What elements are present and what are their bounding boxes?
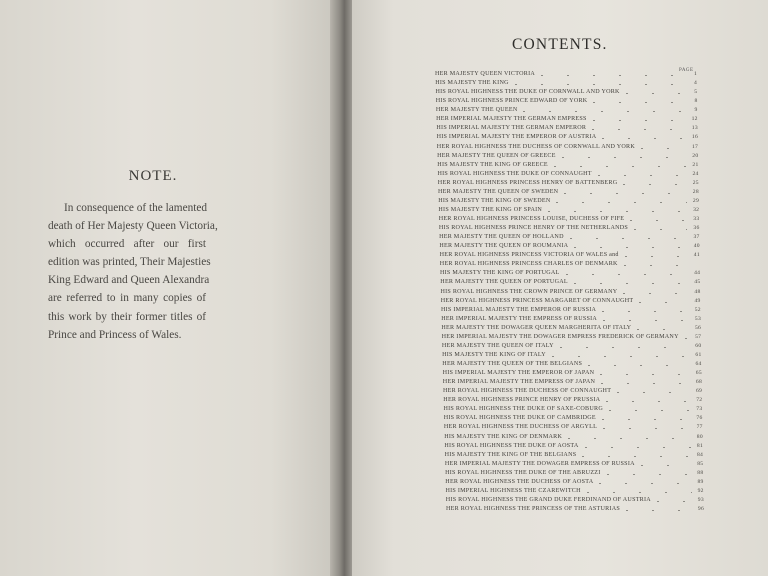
contents-entry-page: 20 bbox=[692, 152, 699, 159]
contents-entry-label: HER IMPERIAL MAJESTY THE GERMAN EMPRESS bbox=[436, 116, 587, 123]
contents-entry-page: 48 bbox=[694, 288, 701, 295]
contents-entry bbox=[436, 124, 698, 133]
contents-title: CONTENTS. bbox=[512, 36, 608, 53]
contents-entry-page: 44 bbox=[694, 270, 701, 277]
contents-entry bbox=[436, 97, 698, 106]
contents-entry-label: HIS MAJESTY THE KING OF PORTUGAL bbox=[440, 270, 560, 277]
contents-entry-label: HER ROYAL HIGHNESS PRINCESS LOUISE, DUCHESS OF FIFE bbox=[438, 216, 625, 222]
contents-entry bbox=[446, 486, 704, 495]
contents-leader-dots bbox=[548, 211, 687, 212]
contents-entry bbox=[444, 405, 703, 414]
contents-leader-dots bbox=[641, 465, 691, 466]
contents-entry bbox=[444, 423, 703, 432]
contents-entry-page: 12 bbox=[691, 116, 698, 123]
contents-entry bbox=[437, 133, 698, 142]
contents-entry bbox=[435, 79, 697, 88]
contents-entry-label: HER ROYAL HIGHNESS THE DUCHESS OF ARGYLL bbox=[443, 424, 598, 431]
contents-leader-dots bbox=[639, 302, 688, 303]
page-column-header: PAGE bbox=[679, 68, 694, 73]
contents-entry bbox=[440, 278, 700, 287]
contents-entry bbox=[436, 106, 698, 115]
contents-entry-page: 69 bbox=[696, 388, 703, 395]
contents-leader-dots bbox=[570, 238, 688, 239]
contents-entry-label: HER ROYAL HIGHNESS THE DUCHESS OF CONNAUGHT bbox=[443, 388, 612, 395]
contents-entry-page: 76 bbox=[696, 415, 703, 422]
contents-entry-page: 8 bbox=[694, 98, 698, 105]
contents-leader-dots bbox=[641, 148, 686, 149]
contents-entry-label: HIS ROYAL HIGHNESS THE DUKE OF THE ABRUZZI bbox=[445, 469, 601, 476]
contents-leader-dots bbox=[552, 356, 689, 357]
contents-entry-page: 77 bbox=[696, 424, 703, 431]
contents-entry-page: 61 bbox=[695, 351, 702, 358]
contents-entry-label: HIS IMPERIAL MAJESTY THE EMPEROR OF AUSTRIA bbox=[436, 134, 597, 141]
contents-entry-page: 56 bbox=[694, 324, 702, 331]
note-line: death of Her Majesty Queen Victoria, bbox=[48, 220, 218, 233]
contents-entry bbox=[446, 495, 704, 504]
contents-entry-label: HIS ROYAL HIGHNESS THE DUKE OF CORNWALL AND YORK bbox=[435, 89, 620, 96]
contents-entry-page: 16 bbox=[691, 134, 698, 141]
note-line: which occurred after our first bbox=[48, 238, 206, 251]
contents-leader-dots bbox=[562, 157, 687, 158]
contents-leader-dots bbox=[626, 510, 692, 511]
contents-entry-label: HIS MAJESTY THE KING OF SPAIN bbox=[438, 206, 543, 213]
note-title: NOTE. bbox=[128, 168, 178, 184]
contents-entry bbox=[442, 341, 702, 350]
contents-entry-label: HER MAJESTY THE QUEEN bbox=[435, 107, 518, 114]
contents-entry-page: 96 bbox=[697, 506, 704, 512]
contents-leader-dots bbox=[515, 84, 688, 85]
contents-leader-dots bbox=[607, 474, 692, 475]
contents-entry bbox=[437, 151, 698, 160]
contents-entry-label: HER MAJESTY QUEEN VICTORIA bbox=[435, 71, 535, 77]
contents-leader-dots bbox=[600, 374, 690, 375]
contents-leader-dots bbox=[625, 256, 688, 257]
contents-entry-label: HER MAJESTY THE QUEEN OF GREECE bbox=[437, 152, 556, 159]
contents-entry-label: HIS ROYAL HIGHNESS PRINCE HENRY OF THE NETHERLANDS bbox=[438, 225, 629, 232]
contents-entry-page: 13 bbox=[691, 125, 698, 132]
contents-leader-dots bbox=[556, 202, 686, 203]
contents-leader-dots bbox=[603, 320, 689, 321]
contents-entry-label: HER MAJESTY THE QUEEN OF HOLLAND bbox=[439, 234, 564, 241]
contents-entry bbox=[441, 314, 701, 323]
note-line: edition was printed, Their Majesties bbox=[48, 256, 211, 269]
contents-entry bbox=[443, 396, 702, 405]
contents-entry-page: 5 bbox=[694, 89, 698, 96]
contents-entry-page: 24 bbox=[692, 170, 699, 177]
contents-entry bbox=[444, 441, 703, 450]
contents-entry-page: 28 bbox=[692, 188, 699, 195]
contents-entry-label: HER ROYAL HIGHNESS PRINCESS HENRY OF BATTENBERG bbox=[437, 179, 618, 186]
contents-entry bbox=[438, 196, 699, 205]
contents-entry bbox=[445, 477, 703, 486]
contents-entry-page: 41 bbox=[693, 252, 700, 259]
contents-leader-dots bbox=[637, 329, 689, 330]
note-line: Prince and Princess of Wales. bbox=[48, 328, 182, 341]
contents-entry bbox=[439, 242, 699, 251]
contents-leader-dots bbox=[603, 428, 690, 429]
contents-entry bbox=[443, 387, 702, 396]
contents-entry-label: HIS MAJESTY THE KING OF GREECE bbox=[437, 161, 548, 168]
contents-entry-page: 81 bbox=[696, 442, 703, 449]
contents-entry bbox=[436, 115, 698, 124]
contents-entry-label: HER ROYAL HIGHNESS THE DUCHESS OF AOSTA bbox=[445, 478, 594, 485]
contents-leader-dots bbox=[566, 274, 689, 275]
contents-leader-dots bbox=[623, 293, 688, 294]
contents-leader-dots bbox=[564, 193, 686, 194]
contents-entry-label: HER ROYAL HIGHNESS THE PRINCESS OF THE ASTURIAS bbox=[446, 506, 620, 512]
contents-entry bbox=[439, 215, 700, 224]
contents-entry bbox=[445, 468, 703, 477]
contents-entry-label: HIS ROYAL HIGHNESS THE DUKE OF SAXE-COBURG bbox=[443, 406, 603, 413]
contents-leader-dots bbox=[593, 102, 688, 103]
contents-entry bbox=[443, 378, 702, 387]
contents-entry-label: HER ROYAL HIGHNESS PRINCESS MARGARET OF CONNAUGHT bbox=[440, 297, 634, 304]
contents-entry-label: HER MAJESTY THE QUEEN OF ITALY bbox=[441, 342, 554, 349]
contents-entry-label: HER IMPERIAL MAJESTY THE DOWAGER EMPRESS OF RUSSIA bbox=[444, 460, 635, 467]
contents-entry-page: 17 bbox=[692, 143, 699, 150]
contents-entry-page: 45 bbox=[694, 279, 701, 286]
contents-leader-dots bbox=[582, 456, 691, 457]
contents-entry-label: HIS ROYAL HIGHNESS THE GRAND DUKE FERDINAND OF AUSTRIA bbox=[445, 496, 651, 503]
contents-entry bbox=[445, 450, 704, 459]
contents-leader-dots bbox=[598, 175, 687, 176]
contents-entry-page: 33 bbox=[693, 216, 700, 222]
contents-entry-label: HER MAJESTY THE QUEEN OF THE BELGIANS bbox=[442, 361, 583, 367]
contents-entry-label: HIS IMPERIAL MAJESTY THE EMPEROR OF JAPAN bbox=[442, 370, 595, 377]
contents-leader-dots bbox=[599, 483, 691, 484]
contents-entry-label: HIS ROYAL HIGHNESS THE DUKE OF AOSTA bbox=[444, 442, 579, 449]
contents-entry bbox=[439, 233, 700, 242]
contents-leader-dots bbox=[574, 247, 687, 248]
contents-leader-dots bbox=[585, 447, 691, 448]
contents-entry-page: 29 bbox=[692, 197, 699, 204]
contents-entry-label: HIS MAJESTY THE KING OF ITALY bbox=[442, 351, 546, 358]
contents-entry-page: 21 bbox=[692, 161, 699, 168]
contents-entry-label: HIS ROYAL HIGHNESS THE DUKE OF CAMBRIDGE bbox=[443, 415, 596, 422]
contents-entry bbox=[438, 205, 699, 214]
note-line: this work by their former titles of bbox=[48, 310, 206, 323]
contents-leader-dots bbox=[623, 184, 686, 185]
contents-entry-page: 36 bbox=[693, 225, 700, 232]
contents-entry-page: 68 bbox=[695, 379, 702, 386]
contents-entry bbox=[438, 187, 699, 196]
contents-entry bbox=[439, 224, 700, 233]
contents-entry-page: 60 bbox=[695, 342, 702, 349]
contents-leader-dots bbox=[602, 138, 685, 139]
contents-entry bbox=[442, 332, 702, 341]
contents-entry-page: 32 bbox=[693, 206, 700, 213]
contents-entry bbox=[437, 160, 698, 169]
contents-entry bbox=[438, 178, 699, 187]
contents-leader-dots bbox=[554, 166, 687, 167]
contents-entry-label: HIS IMPERIAL HIGHNESS THE CZAREWITCH bbox=[445, 487, 581, 494]
contents-leader-dots bbox=[574, 283, 688, 284]
contents-entry bbox=[442, 360, 701, 369]
contents-entry-page: 40 bbox=[693, 243, 700, 250]
contents-entry bbox=[440, 251, 700, 260]
contents-entry-page: 84 bbox=[697, 451, 704, 458]
contents-entry-label: HER ROYAL HIGHNESS PRINCE HENRY OF PRUSSIA bbox=[443, 397, 601, 404]
contents-entry bbox=[444, 432, 703, 441]
contents-entry-page: 49 bbox=[694, 297, 701, 304]
contents-entry-label: HER MAJESTY THE QUEEN OF ROUMANIA bbox=[439, 243, 569, 250]
contents-entry-page: 57 bbox=[695, 333, 702, 340]
note-line: In consequence of the lamented bbox=[64, 202, 208, 214]
contents-leader-dots bbox=[541, 75, 688, 76]
contents-entry bbox=[435, 70, 697, 79]
contents-entry-label: HIS IMPERIAL MAJESTY THE GERMAN EMPEROR bbox=[436, 125, 587, 132]
contents-leader-dots bbox=[523, 111, 688, 112]
contents-entry-label: HER IMPERIAL MAJESTY THE EMPRESS OF JAPAN bbox=[442, 379, 596, 386]
contents-leader-dots bbox=[568, 438, 691, 439]
contents-leader-dots bbox=[617, 392, 690, 393]
contents-entry-label: HIS MAJESTY THE KING OF SWEDEN bbox=[438, 197, 551, 204]
contents-entry-label: HER ROYAL HIGHNESS THE DUCHESS OF CORNWALL AND YORK bbox=[436, 143, 635, 150]
contents-entry-label: HIS MAJESTY THE KING OF DENMARK bbox=[444, 433, 563, 440]
contents-entry-label: HER IMPERIAL MAJESTY THE DOWAGER EMPRESS FREDERICK OF GERMANY bbox=[441, 333, 679, 340]
contents-entry-page: 53 bbox=[694, 315, 701, 322]
contents-entry-label: HER ROYAL HIGHNESS PRINCESS CHARLES OF DENMARK bbox=[439, 261, 618, 268]
note-line: are referred to in many copies of bbox=[48, 292, 206, 305]
contents-entry bbox=[441, 287, 701, 296]
contents-leader-dots bbox=[626, 93, 689, 94]
contents-leader-dots bbox=[601, 383, 690, 384]
contents-leader-dots bbox=[634, 229, 687, 230]
contents-entry bbox=[442, 350, 701, 359]
contents-entry-label: HIS ROYAL HIGHNESS PRINCE EDWARD OF YORK bbox=[435, 98, 588, 105]
contents-entry bbox=[441, 305, 701, 314]
contents-leader-dots bbox=[588, 365, 689, 366]
contents-entry bbox=[441, 323, 701, 332]
contents-leader-dots bbox=[657, 501, 692, 502]
contents-entry-page: 89 bbox=[697, 478, 704, 485]
contents-entry bbox=[440, 260, 700, 269]
contents-entry-label: HER IMPERIAL MAJESTY THE EMPRESS OF RUSSIA bbox=[441, 315, 598, 322]
contents-entry bbox=[436, 88, 698, 97]
contents-entry-page: 72 bbox=[696, 397, 703, 404]
contents-entry-page: 52 bbox=[694, 306, 701, 313]
contents-entry bbox=[446, 505, 704, 514]
contents-entry-label: HIS ROYAL HIGHNESS THE DUKE OF CONNAUGHT bbox=[437, 170, 592, 177]
contents-entry-page: 25 bbox=[692, 179, 699, 186]
contents-entry-page: 9 bbox=[694, 107, 698, 114]
contents-entry bbox=[440, 269, 700, 278]
contents-entry bbox=[443, 369, 702, 378]
contents-entry-page: 85 bbox=[697, 460, 704, 467]
contents-entry-page: 80 bbox=[696, 433, 703, 440]
contents-entry-label: HER MAJESTY THE DOWAGER QUEEN MARGHERITA OF ITALY bbox=[441, 324, 632, 331]
contents-leader-dots bbox=[602, 419, 691, 420]
contents-entry-page: 73 bbox=[696, 406, 703, 413]
contents-entry bbox=[444, 414, 703, 423]
contents-leader-dots bbox=[685, 338, 689, 339]
contents-entry-label: HER MAJESTY THE QUEEN OF PORTUGAL bbox=[440, 279, 568, 286]
contents-entry-page: 37 bbox=[693, 234, 700, 241]
contents-leader-dots bbox=[624, 265, 694, 266]
contents-entry-page: 64 bbox=[695, 361, 702, 367]
contents-entry-label: HIS IMPERIAL MAJESTY THE EMPEROR OF RUSSIA bbox=[441, 306, 597, 313]
contents-leader-dots bbox=[630, 220, 687, 221]
note-line: King Edward and Queen Alexandra bbox=[48, 274, 210, 287]
contents-entry-page: 93 bbox=[697, 496, 704, 503]
contents-entry-page: 92 bbox=[697, 487, 704, 494]
contents-entry bbox=[437, 142, 698, 151]
contents-leader-dots bbox=[606, 401, 690, 402]
contents-entry-label: HIS MAJESTY THE KING bbox=[435, 80, 509, 87]
contents-entry bbox=[438, 169, 699, 178]
contents-leader-dots bbox=[593, 120, 686, 121]
contents-entry-label: HER MAJESTY THE QUEEN OF SWEDEN bbox=[438, 188, 559, 195]
contents-entry-page: 88 bbox=[697, 469, 704, 476]
contents-entry-label: HIS ROYAL HIGHNESS THE CROWN PRINCE OF GERMANY bbox=[440, 288, 618, 295]
contents-entry-page: 4 bbox=[694, 80, 698, 87]
contents-entry-page: 1 bbox=[693, 71, 697, 77]
contents-entry bbox=[445, 459, 703, 468]
contents-entry bbox=[441, 296, 701, 305]
contents-entry-label: HIS MAJESTY THE KING OF THE BELGIANS bbox=[444, 451, 577, 458]
contents-leader-dots bbox=[602, 311, 689, 312]
contents-entry-label: HER ROYAL HIGHNESS PRINCESS VICTORIA OF WALES and bbox=[439, 252, 619, 259]
contents-leader-dots bbox=[609, 410, 690, 411]
contents-leader-dots bbox=[587, 492, 692, 493]
contents-leader-dots bbox=[560, 347, 690, 348]
contents-leader-dots bbox=[592, 129, 686, 130]
contents-entry-page: 65 bbox=[695, 370, 702, 377]
